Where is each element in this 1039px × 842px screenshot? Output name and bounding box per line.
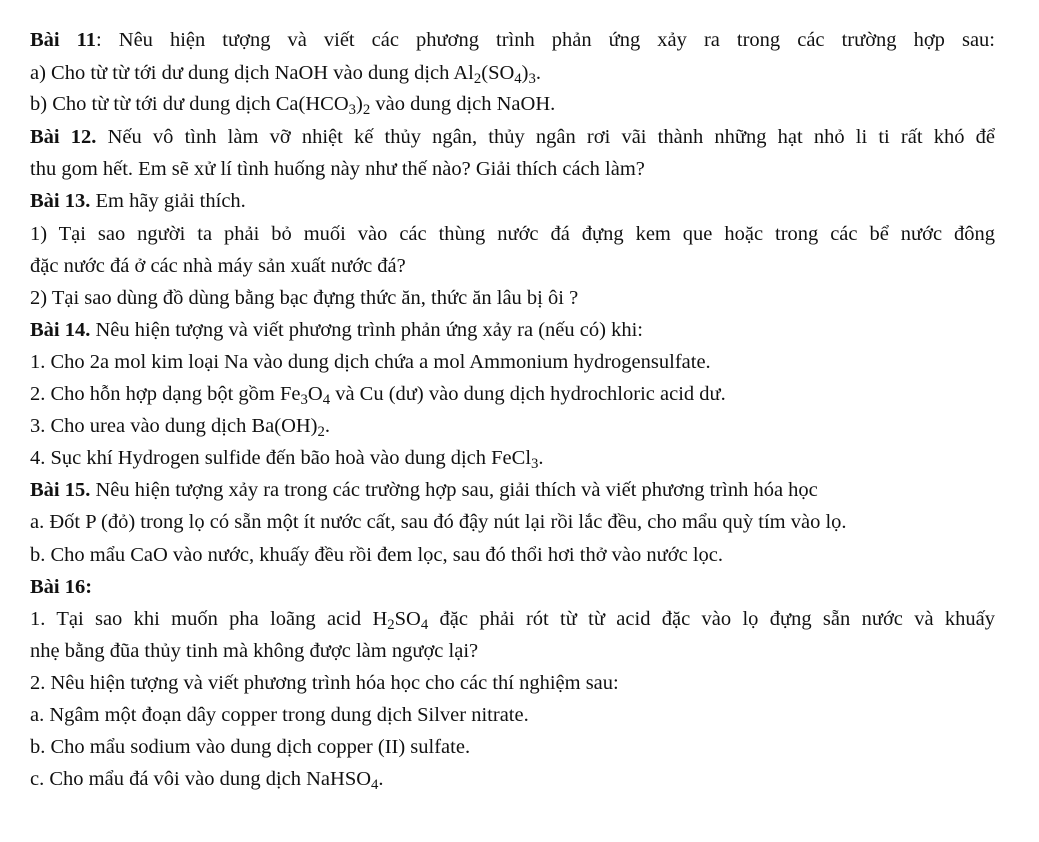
bai16-q1-line-2: nhẹ bằng đũa thủy tinh mà không được làm ngược lại? [30,640,479,662]
subscript: 4 [420,617,429,634]
bai11-heading [30,28,995,52]
bai16-heading [30,575,92,599]
bai16-q1-line-1 [30,607,995,634]
bai15-heading [30,478,818,502]
bai14-item-2 [30,382,726,409]
subscript: 3 [348,102,357,119]
subscript: 3 [528,71,536,88]
bai15-item-b: b. Cho mẩu CaO vào nước, khuấy đều rồi đem lọc, sau đó thổi hơi thở vào nước lọc. [30,544,723,566]
bai13-text: Em hãy giải thích. [90,190,246,212]
subscript: 3 [531,456,539,473]
bai12-label: Bài 12. [30,126,97,148]
subscript: 2 [362,102,371,119]
subscript: 2 [473,71,482,88]
bai11-a-end: . [535,62,541,84]
bai15-text: Nêu hiện tượng xảy ra trong các trường hợp sau, giải thích và viết phương trình hóa học [90,479,818,501]
subscript: 3 [300,392,308,409]
formula-part: (SO [481,62,515,84]
bai12-line-1 [30,125,995,149]
bai11-text: : Nêu hiện tượng và viết các phương trình phản ứng xảy ra trong các trường hợp sau: [96,29,995,51]
subscript: 4 [514,71,522,88]
bai11-item-a [30,61,541,88]
bai16-q1-text: 1. Tại sao khi muốn pha loãng acid H [30,608,388,630]
bai14-item-1: 1. Cho 2a mol kim loại Na vào dung dịch chứa a mol Ammonium hydrogensulfate. [30,351,711,373]
bai14-3-end: . [324,415,331,437]
subscript: 2 [387,617,395,634]
formula-part: ) [356,93,363,115]
bai16-q1-end: đặc phải rót từ từ acid đặc vào lọ đựng sẵn nước và khuấy [428,608,995,630]
bai16-c-text: c. Cho mẩu đá vôi vào dung dịch NaHSO [30,768,372,790]
bai14-text: Nêu hiện tượng và viết phương trình phản ứng xảy ra (nếu có) khi: [90,319,643,341]
bai11-a-text: a) Cho từ từ tới dư dung dịch NaOH vào dung dịch Al [30,62,474,84]
bai13-q1-line-1: 1) Tại sao người ta phải bỏ muối vào các thùng nước đá đựng kem que hoặc trong các bể nước đông [30,223,995,245]
formula-part: ) [521,62,529,84]
subscript: 4 [371,777,379,794]
bai14-4-text: 4. Sục khí Hydrogen sulfide đến bão hoà vào dung dịch FeCl [30,447,532,469]
bai14-2-text: 2. Cho hỗn hợp dạng bột gồm Fe [30,383,301,405]
bai11-b-text: b) Cho từ từ tới dư dung dịch Ca(HCO [30,93,349,115]
bai16-label: Bài 16: [30,576,93,598]
bai11-label: Bài 11 [30,29,97,51]
bai16-item-b: b. Cho mẩu sodium vào dung dịch copper (II) sulfate. [30,736,471,758]
bai14-3-text: 3. Cho urea vào dung dịch Ba(OH) [30,415,318,437]
bai14-label: Bài 14. [30,319,91,341]
bai14-item-3 [30,414,331,441]
bai13-heading [30,189,246,213]
bai13-q2: 2) Tại sao dùng đồ dùng bằng bạc đựng thức ăn, thức ăn lâu bị ôi ? [30,287,579,309]
bai15-item-a: a. Đốt P (đỏ) trong lọ có sẵn một ít nước cất, sau đó đậy nút lại rồi lắc đều, cho mẩu quỳ tím vào lọ. [30,511,847,533]
subscript: 4 [322,392,331,409]
bai12-text: Nếu vô tình làm vỡ nhiệt kế thủy ngân, thủy ngân rơi vãi thành những hạt nhỏ li ti rất khó để [96,126,995,148]
bai13-label: Bài 13. [30,190,91,212]
subscript: 2 [317,424,325,441]
bai16-item-c [30,767,384,794]
bai14-heading [30,318,643,342]
bai14-2-end: và Cu (dư) vào dung dịch hydrochloric acid dư. [330,383,726,405]
bai15-label: Bài 15. [30,479,91,501]
bai11-b-end: vào dung dịch NaOH. [370,93,556,115]
bai12-line-2: thu gom hết. Em sẽ xử lí tình huống này như thế nào? Giải thích cách làm? [30,158,645,180]
bai11-item-b [30,92,556,119]
bai14-item-4 [30,446,544,473]
bai16-c-end: . [378,768,384,790]
formula-part: O [307,383,323,405]
bai16-item-a: a. Ngâm một đoạn dây copper trong dung dịch Silver nitrate. [30,704,529,726]
formula-part: SO [394,608,421,630]
bai14-4-end: . [538,447,544,469]
bai16-q2: 2. Nêu hiện tượng và viết phương trình hóa học cho các thí nghiệm sau: [30,672,619,694]
bai13-q1-line-2: đặc nước đá ở các nhà máy sản xuất nước đá? [30,255,406,277]
